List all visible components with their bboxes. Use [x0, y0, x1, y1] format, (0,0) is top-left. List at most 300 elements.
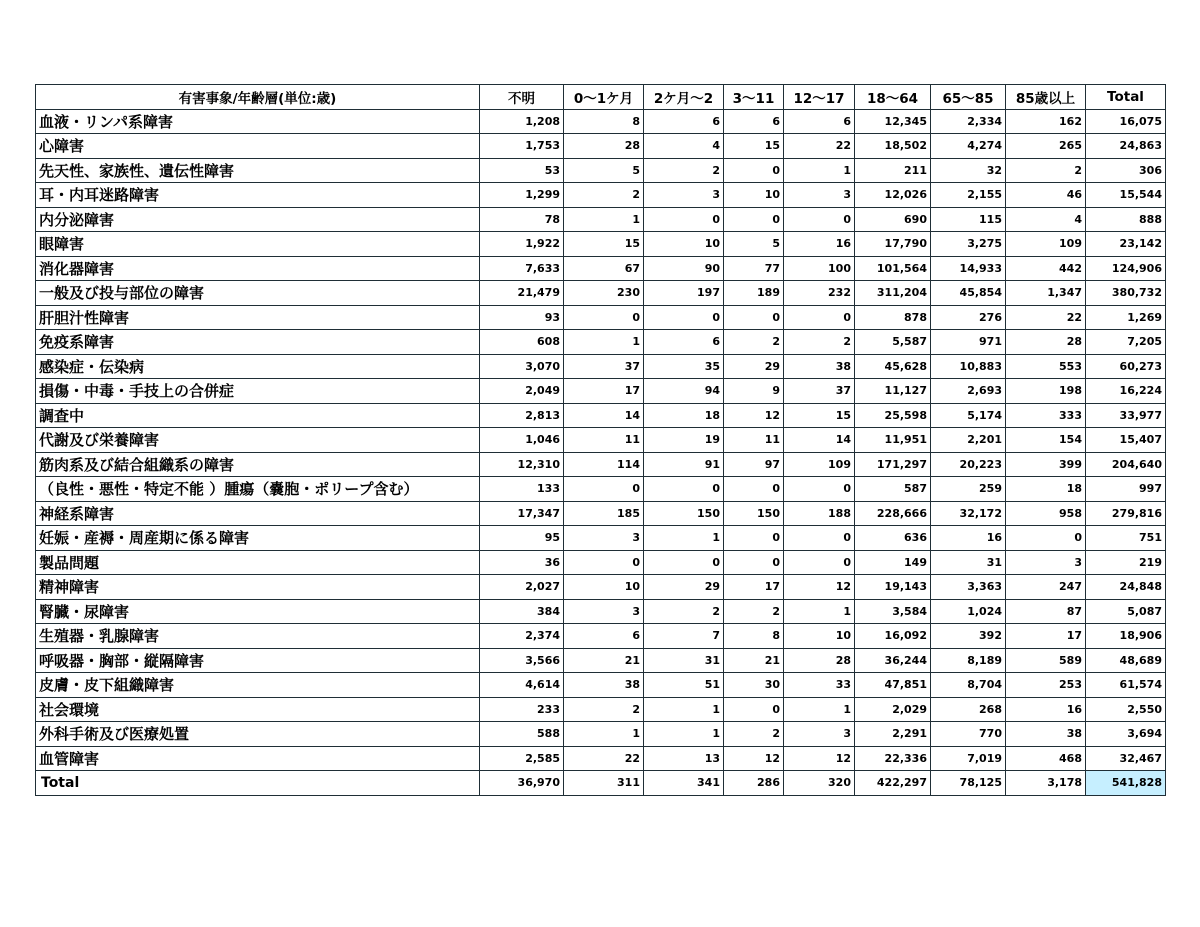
cell-value: 0 — [724, 477, 784, 502]
table-row — [36, 477, 1166, 502]
cell-value: 7,633 — [480, 256, 564, 281]
row-label: 呼吸器・胸部・縦隔障害 — [36, 648, 480, 673]
cell-value: 87 — [1006, 599, 1086, 624]
cell-value: 94 — [644, 379, 724, 404]
cell-value: 399 — [1006, 452, 1086, 477]
cell-value: 15 — [564, 232, 644, 257]
cell-value: 1 — [644, 697, 724, 722]
cell-value: 150 — [644, 501, 724, 526]
cell-value: 553 — [1006, 354, 1086, 379]
cell-value: 16 — [1006, 697, 1086, 722]
cell-value: 2 — [784, 330, 855, 355]
cell-value: 4 — [1006, 207, 1086, 232]
cell-value: 53 — [480, 158, 564, 183]
cell-value: 133 — [480, 477, 564, 502]
cell-value: 1 — [644, 526, 724, 551]
cell-value: 61,574 — [1086, 673, 1166, 698]
cell-value: 3,275 — [931, 232, 1006, 257]
cell-value: 333 — [1006, 403, 1086, 428]
adverse-event-age-table — [35, 84, 1166, 796]
header-column: 85歳以上 — [1006, 85, 1086, 110]
cell-value: 10 — [784, 624, 855, 649]
cell-value: 2 — [644, 599, 724, 624]
row-label: 精神障害 — [36, 575, 480, 600]
cell-value: 154 — [1006, 428, 1086, 453]
table-row — [36, 722, 1166, 747]
cell-value: 588 — [480, 722, 564, 747]
cell-value: 1 — [564, 722, 644, 747]
cell-value: 37 — [564, 354, 644, 379]
cell-value: 2 — [724, 722, 784, 747]
cell-value: 0 — [564, 550, 644, 575]
cell-value: 3 — [564, 599, 644, 624]
cell-value: 32,467 — [1086, 746, 1166, 771]
cell-value: 1,347 — [1006, 281, 1086, 306]
cell-value: 2,693 — [931, 379, 1006, 404]
cell-value: 14 — [784, 428, 855, 453]
cell-value: 5,087 — [1086, 599, 1166, 624]
cell-value: 3,363 — [931, 575, 1006, 600]
cell-value: 1 — [784, 158, 855, 183]
cell-value: 7 — [644, 624, 724, 649]
cell-value: 233 — [480, 697, 564, 722]
cell-value: 2 — [1006, 158, 1086, 183]
cell-value: 109 — [784, 452, 855, 477]
cell-value: 37 — [784, 379, 855, 404]
cell-value: 2,291 — [855, 722, 931, 747]
cell-value: 60,273 — [1086, 354, 1166, 379]
header-column: 12〜17 — [784, 85, 855, 110]
cell-value: 35 — [644, 354, 724, 379]
cell-value: 16 — [784, 232, 855, 257]
cell-value: 636 — [855, 526, 931, 551]
row-label: 免疫系障害 — [36, 330, 480, 355]
cell-value: 587 — [855, 477, 931, 502]
cell-value: 24,863 — [1086, 134, 1166, 159]
cell-value: 958 — [1006, 501, 1086, 526]
cell-value: 15 — [724, 134, 784, 159]
total-cell: 320 — [784, 771, 855, 796]
cell-value: 14,933 — [931, 256, 1006, 281]
cell-value: 33 — [784, 673, 855, 698]
cell-value: 33,977 — [1086, 403, 1166, 428]
cell-value: 32,172 — [931, 501, 1006, 526]
cell-value: 10 — [644, 232, 724, 257]
cell-value: 4 — [644, 134, 724, 159]
cell-value: 5 — [564, 158, 644, 183]
cell-value: 751 — [1086, 526, 1166, 551]
cell-value: 28 — [784, 648, 855, 673]
cell-value: 77 — [724, 256, 784, 281]
grand-total-cell: 541,828 — [1086, 771, 1166, 796]
cell-value: 12 — [784, 575, 855, 600]
row-label: 血管障害 — [36, 746, 480, 771]
cell-value: 12 — [724, 746, 784, 771]
cell-value: 21 — [724, 648, 784, 673]
cell-value: 442 — [1006, 256, 1086, 281]
cell-value: 219 — [1086, 550, 1166, 575]
cell-value: 10 — [724, 183, 784, 208]
table-header — [36, 85, 1166, 110]
header-column: Total — [1086, 85, 1166, 110]
cell-value: 17 — [724, 575, 784, 600]
cell-value: 18,502 — [855, 134, 931, 159]
cell-value: 31 — [931, 550, 1006, 575]
cell-value: 2,029 — [855, 697, 931, 722]
cell-value: 48,689 — [1086, 648, 1166, 673]
header-column: 65〜85 — [931, 85, 1006, 110]
cell-value: 3,584 — [855, 599, 931, 624]
cell-value: 0 — [784, 305, 855, 330]
cell-value: 0 — [644, 550, 724, 575]
table-row — [36, 158, 1166, 183]
cell-value: 8,189 — [931, 648, 1006, 673]
cell-value: 15,407 — [1086, 428, 1166, 453]
cell-value: 2 — [724, 330, 784, 355]
cell-value: 46 — [1006, 183, 1086, 208]
cell-value: 3 — [784, 183, 855, 208]
cell-value: 12,026 — [855, 183, 931, 208]
header-column: 0〜1ケ月 — [564, 85, 644, 110]
table-row — [36, 305, 1166, 330]
cell-value: 2 — [564, 183, 644, 208]
cell-value: 12 — [724, 403, 784, 428]
cell-value: 4,274 — [931, 134, 1006, 159]
cell-value: 997 — [1086, 477, 1166, 502]
cell-value: 22 — [564, 746, 644, 771]
row-label: 腎臓・尿障害 — [36, 599, 480, 624]
cell-value: 115 — [931, 207, 1006, 232]
cell-value: 380,732 — [1086, 281, 1166, 306]
header-column: 3〜11 — [724, 85, 784, 110]
cell-value: 15 — [784, 403, 855, 428]
cell-value: 0 — [564, 305, 644, 330]
cell-value: 2,374 — [480, 624, 564, 649]
cell-value: 78 — [480, 207, 564, 232]
cell-value: 3,694 — [1086, 722, 1166, 747]
table-row — [36, 673, 1166, 698]
cell-value: 878 — [855, 305, 931, 330]
cell-value: 12,310 — [480, 452, 564, 477]
table-row — [36, 134, 1166, 159]
cell-value: 10 — [564, 575, 644, 600]
table-row — [36, 281, 1166, 306]
cell-value: 11,127 — [855, 379, 931, 404]
cell-value: 150 — [724, 501, 784, 526]
table-row — [36, 428, 1166, 453]
cell-value: 16 — [931, 526, 1006, 551]
cell-value: 2,585 — [480, 746, 564, 771]
cell-value: 2 — [564, 697, 644, 722]
cell-value: 2,027 — [480, 575, 564, 600]
cell-value: 265 — [1006, 134, 1086, 159]
cell-value: 31 — [644, 648, 724, 673]
cell-value: 11 — [564, 428, 644, 453]
cell-value: 2 — [644, 158, 724, 183]
cell-value: 171,297 — [855, 452, 931, 477]
cell-value: 1,269 — [1086, 305, 1166, 330]
cell-value: 12 — [784, 746, 855, 771]
cell-value: 197 — [644, 281, 724, 306]
row-label: 損傷・中毒・手技上の合併症 — [36, 379, 480, 404]
cell-value: 16,092 — [855, 624, 931, 649]
cell-value: 97 — [724, 452, 784, 477]
cell-value: 1 — [644, 722, 724, 747]
row-label: 社会環境 — [36, 697, 480, 722]
cell-value: 101,564 — [855, 256, 931, 281]
cell-value: 28 — [1006, 330, 1086, 355]
cell-value: 0 — [724, 697, 784, 722]
cell-value: 17 — [564, 379, 644, 404]
cell-value: 6 — [644, 330, 724, 355]
table-row — [36, 501, 1166, 526]
table-row — [36, 746, 1166, 771]
row-label: 耳・内耳迷路障害 — [36, 183, 480, 208]
cell-value: 608 — [480, 330, 564, 355]
row-label: 生殖器・乳腺障害 — [36, 624, 480, 649]
cell-value: 6 — [564, 624, 644, 649]
cell-value: 0 — [644, 477, 724, 502]
table-row — [36, 648, 1166, 673]
cell-value: 268 — [931, 697, 1006, 722]
table-row — [36, 232, 1166, 257]
cell-value: 109 — [1006, 232, 1086, 257]
row-label: 外科手術及び医療処置 — [36, 722, 480, 747]
cell-value: 259 — [931, 477, 1006, 502]
cell-value: 3,566 — [480, 648, 564, 673]
cell-value: 5,174 — [931, 403, 1006, 428]
cell-value: 32 — [931, 158, 1006, 183]
cell-value: 6 — [784, 109, 855, 134]
cell-value: 0 — [724, 158, 784, 183]
cell-value: 2,049 — [480, 379, 564, 404]
cell-value: 198 — [1006, 379, 1086, 404]
cell-value: 392 — [931, 624, 1006, 649]
cell-value: 29 — [724, 354, 784, 379]
total-cell: 311 — [564, 771, 644, 796]
cell-value: 230 — [564, 281, 644, 306]
cell-value: 2,201 — [931, 428, 1006, 453]
row-label: 筋肉系及び結合組織系の障害 — [36, 452, 480, 477]
row-label: 眼障害 — [36, 232, 480, 257]
total-cell: 78,125 — [931, 771, 1006, 796]
cell-value: 1 — [784, 697, 855, 722]
cell-value: 17 — [1006, 624, 1086, 649]
cell-value: 28 — [564, 134, 644, 159]
table-body — [36, 109, 1166, 795]
cell-value: 0 — [644, 305, 724, 330]
header-category: 有害事象/年齢層(単位:歳) — [36, 85, 480, 110]
cell-value: 38 — [784, 354, 855, 379]
cell-value: 20,223 — [931, 452, 1006, 477]
total-cell: 3,178 — [1006, 771, 1086, 796]
cell-value: 23,142 — [1086, 232, 1166, 257]
cell-value: 1,753 — [480, 134, 564, 159]
row-label: 先天性、家族性、遺伝性障害 — [36, 158, 480, 183]
cell-value: 162 — [1006, 109, 1086, 134]
cell-value: 279,816 — [1086, 501, 1166, 526]
row-label: 皮膚・皮下組織障害 — [36, 673, 480, 698]
cell-value: 0 — [564, 477, 644, 502]
table-row — [36, 256, 1166, 281]
cell-value: 4,614 — [480, 673, 564, 698]
cell-value: 25,598 — [855, 403, 931, 428]
cell-value: 276 — [931, 305, 1006, 330]
cell-value: 12,345 — [855, 109, 931, 134]
cell-value: 204,640 — [1086, 452, 1166, 477]
row-label: 神経系障害 — [36, 501, 480, 526]
header-column: 不明 — [480, 85, 564, 110]
cell-value: 311,204 — [855, 281, 931, 306]
cell-value: 22 — [784, 134, 855, 159]
cell-value: 29 — [644, 575, 724, 600]
cell-value: 189 — [724, 281, 784, 306]
cell-value: 384 — [480, 599, 564, 624]
cell-value: 770 — [931, 722, 1006, 747]
cell-value: 6 — [724, 109, 784, 134]
cell-value: 971 — [931, 330, 1006, 355]
cell-value: 0 — [784, 477, 855, 502]
cell-value: 232 — [784, 281, 855, 306]
cell-value: 0 — [784, 207, 855, 232]
cell-value: 45,854 — [931, 281, 1006, 306]
cell-value: 11,951 — [855, 428, 931, 453]
cell-value: 13 — [644, 746, 724, 771]
cell-value: 1 — [564, 330, 644, 355]
cell-value: 11 — [724, 428, 784, 453]
cell-value: 149 — [855, 550, 931, 575]
cell-value: 93 — [480, 305, 564, 330]
row-label: 内分泌障害 — [36, 207, 480, 232]
cell-value: 16,224 — [1086, 379, 1166, 404]
table-row — [36, 183, 1166, 208]
row-label: 代謝及び栄養障害 — [36, 428, 480, 453]
cell-value: 16,075 — [1086, 109, 1166, 134]
cell-value: 91 — [644, 452, 724, 477]
total-cell: 36,970 — [480, 771, 564, 796]
cell-value: 8 — [564, 109, 644, 134]
table-row — [36, 330, 1166, 355]
row-label: 一般及び投与部位の障害 — [36, 281, 480, 306]
table-row — [36, 354, 1166, 379]
cell-value: 1 — [784, 599, 855, 624]
row-label: 消化器障害 — [36, 256, 480, 281]
table-row — [36, 526, 1166, 551]
cell-value: 6 — [644, 109, 724, 134]
cell-value: 3 — [1006, 550, 1086, 575]
table-row — [36, 599, 1166, 624]
cell-value: 0 — [784, 526, 855, 551]
cell-value: 22,336 — [855, 746, 931, 771]
cell-value: 18,906 — [1086, 624, 1166, 649]
cell-value: 253 — [1006, 673, 1086, 698]
table-row — [36, 379, 1166, 404]
cell-value: 17,790 — [855, 232, 931, 257]
table-row — [36, 624, 1166, 649]
cell-value: 0 — [724, 207, 784, 232]
cell-value: 45,628 — [855, 354, 931, 379]
cell-value: 95 — [480, 526, 564, 551]
cell-value: 690 — [855, 207, 931, 232]
cell-value: 114 — [564, 452, 644, 477]
cell-value: 15,544 — [1086, 183, 1166, 208]
cell-value: 3,070 — [480, 354, 564, 379]
total-cell: 341 — [644, 771, 724, 796]
table-row — [36, 207, 1166, 232]
cell-value: 8 — [724, 624, 784, 649]
cell-value: 306 — [1086, 158, 1166, 183]
cell-value: 124,906 — [1086, 256, 1166, 281]
cell-value: 22 — [1006, 305, 1086, 330]
cell-value: 0 — [724, 550, 784, 575]
cell-value: 211 — [855, 158, 931, 183]
cell-value: 0 — [1006, 526, 1086, 551]
cell-value: 8,704 — [931, 673, 1006, 698]
total-cell: 422,297 — [855, 771, 931, 796]
cell-value: 3 — [784, 722, 855, 747]
cell-value: 1,208 — [480, 109, 564, 134]
cell-value: 51 — [644, 673, 724, 698]
cell-value: 100 — [784, 256, 855, 281]
adverse-event-table-sheet — [35, 84, 1166, 796]
cell-value: 47,851 — [855, 673, 931, 698]
cell-value: 1,299 — [480, 183, 564, 208]
cell-value: 468 — [1006, 746, 1086, 771]
cell-value: 19 — [644, 428, 724, 453]
total-label: Total — [36, 771, 480, 796]
cell-value: 18 — [1006, 477, 1086, 502]
cell-value: 0 — [644, 207, 724, 232]
cell-value: 38 — [564, 673, 644, 698]
cell-value: 36,244 — [855, 648, 931, 673]
row-label: 血液・リンパ系障害 — [36, 109, 480, 134]
cell-value: 2,813 — [480, 403, 564, 428]
table-row — [36, 697, 1166, 722]
cell-value: 21,479 — [480, 281, 564, 306]
cell-value: 228,666 — [855, 501, 931, 526]
cell-value: 67 — [564, 256, 644, 281]
cell-value: 36 — [480, 550, 564, 575]
cell-value: 0 — [724, 526, 784, 551]
row-label: 製品問題 — [36, 550, 480, 575]
cell-value: 17,347 — [480, 501, 564, 526]
table-row — [36, 550, 1166, 575]
cell-value: 1,024 — [931, 599, 1006, 624]
cell-value: 188 — [784, 501, 855, 526]
row-label: 調査中 — [36, 403, 480, 428]
table-row — [36, 403, 1166, 428]
row-label: 感染症・伝染病 — [36, 354, 480, 379]
header-column: 18〜64 — [855, 85, 931, 110]
cell-value: 24,848 — [1086, 575, 1166, 600]
cell-value: 5,587 — [855, 330, 931, 355]
cell-value: 185 — [564, 501, 644, 526]
cell-value: 0 — [784, 550, 855, 575]
cell-value: 14 — [564, 403, 644, 428]
row-label: （良性・悪性・特定不能 ）腫瘍（嚢胞・ポリープ含む） — [36, 477, 480, 502]
row-label: 心障害 — [36, 134, 480, 159]
cell-value: 0 — [724, 305, 784, 330]
cell-value: 589 — [1006, 648, 1086, 673]
cell-value: 18 — [644, 403, 724, 428]
header-column: 2ケ月〜2 — [644, 85, 724, 110]
cell-value: 888 — [1086, 207, 1166, 232]
cell-value: 1,046 — [480, 428, 564, 453]
table-row — [36, 575, 1166, 600]
total-cell: 286 — [724, 771, 784, 796]
cell-value: 7,205 — [1086, 330, 1166, 355]
cell-value: 7,019 — [931, 746, 1006, 771]
